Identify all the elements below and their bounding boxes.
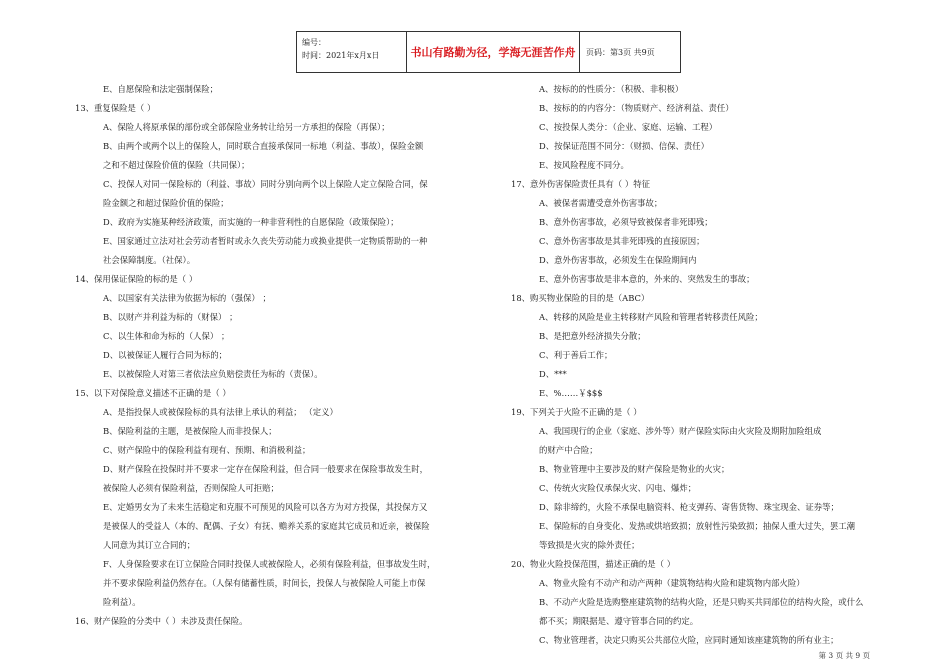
continuation-line: 之和不超过保险价值的保险（共同保）；	[103, 160, 250, 170]
option-line: A、我国现行的企业（家庭、涉外等）财产保险实际由火灾险及期附加险组成	[539, 426, 822, 436]
option-line: B、保险利益的主题，是被保险人而非投保人；	[103, 426, 277, 436]
option-line: C、财产保险中的保险利益有现有、预期、和消极利益；	[103, 445, 311, 455]
question-line: 14、保用保证保险的标的是（ ）	[75, 274, 198, 284]
option-line: E、定婚男女为了未来生活稳定和克服不可预见的风险可以各方为对方投保，其投保方又	[103, 502, 428, 512]
time-label: 时间：2021年x月x日	[302, 51, 380, 60]
option-line: E、%……￥$$$	[539, 388, 603, 398]
continuation-line: 是被保人的受益人（本的、配偶、子女）有抚、赡养关系的家庭其它成员和近亲，被保险	[103, 521, 430, 531]
option-line: C、意外伤害事故是其非死即残的直接原因；	[539, 236, 705, 246]
option-line: E、保险标的自身变化、发热或烘培致损；放射性污染致损；抽保人重大过失，罢工潮	[539, 521, 855, 531]
option-line: E、国家通过立法对社会劳动者暂时或永久丧失劳动能力或换业提供一定物质帮助的一种	[103, 236, 428, 246]
option-line: B、以财产并利益为标的（财保） ；	[103, 312, 238, 322]
option-line: C、以生体和命为标的（人保） ；	[103, 331, 230, 341]
option-line: B、意外伤害事故，必须导致被保者非死即残；	[539, 217, 713, 227]
question-line: 17、意外伤害保险责任具有（ ）特征	[511, 179, 650, 189]
option-line: A、转移的风险是业主转移财产风险和管理者转移责任风险；	[539, 312, 763, 322]
page-label: 页码：第3页 共9页	[586, 47, 655, 57]
option-line: D、按保证范围不同分：（财损、信保、责任）	[539, 141, 710, 151]
motto: 书山有路勤为径，学海无涯苦作舟	[407, 32, 580, 72]
option-line: D、以被保证人履行合同为标的；	[103, 350, 227, 360]
option-line: A、以国家有关法律为依据为标的（强保） ；	[103, 293, 271, 303]
continuation-line: 的财产中合险；	[539, 445, 598, 455]
option-line: C、利于善后工作；	[539, 350, 613, 360]
continuation-line: 险利益）。	[103, 597, 141, 607]
continuation-line: 险金额之和超过保险价值的保险；	[103, 198, 229, 208]
question-line: 13、重复保险是（ ）	[75, 103, 156, 113]
option-line: C、物业管理者，决定只购买公共部位火险，应同时通知该座建筑物的所有业主；	[539, 635, 839, 645]
question-line: 19、下列关于火险不正确的是（ ）	[511, 407, 642, 417]
continuation-line: 被保险人必须有保险利益，否则保险人可拒赔；	[103, 483, 279, 493]
option-line: A、是指投保人或被保险标的具有法律上承认的利益； （定义）	[103, 407, 338, 417]
option-line: E、按风险程度不同分。	[539, 160, 629, 170]
option-line: B、是把意外经济损失分散；	[539, 331, 646, 341]
option-line: B、按标的的内容分：（物质财产、经济利益、责任）	[539, 103, 734, 113]
page-footer: 第 3 页 共 9 页	[818, 651, 870, 660]
option-line: C、传统火灾险仅承保火灾、闪电、爆炸；	[539, 483, 697, 493]
left-column	[72, 80, 477, 631]
continuation-line: 都不买；期限据是、遵守管事合同的约定。	[539, 616, 699, 626]
question-line: 16、财产保险的分类中（ ）未涉及责任保险。	[75, 616, 248, 626]
continuation-line: 并不要求保险利益仍然存在。（人保有储蓄性质，时间长，投保人与被保险人可能上市保	[103, 578, 426, 588]
option-line: E、自愿保险和法定强制保险；	[103, 84, 218, 94]
option-line: A、保险人将原承保的部份或全部保险业务转让给另一方承担的保险（再保）；	[103, 122, 390, 132]
option-line: D、***	[539, 369, 567, 379]
option-line: D、财产保险在投保时并不要求一定存在保险利益，但合同一般要求在保险事故发生时，	[103, 464, 428, 474]
question-line: 20、物业火险投保范围，描述正确的是（ ）	[511, 559, 676, 569]
page-header	[296, 31, 681, 73]
question-line: 15、以下对保险意义描述不正确的是（ ）	[75, 388, 231, 398]
number-label: 编号：	[302, 38, 326, 47]
option-line: E、意外伤害事故是非本意的，外来的、突然发生的事故；	[539, 274, 755, 284]
option-line: B、物业管理中主要涉及的财产保险是物业的火灾；	[539, 464, 730, 474]
option-line: B、不动产火险是选购整座建筑物的结构火险，还是只购买共同部位的结构火险，或什么	[539, 597, 864, 607]
header-meta	[297, 32, 407, 72]
option-line: D、除非缔约，火险不承保电脑资料、枪支弹药、寄售货物、珠宝现金、证券等；	[539, 502, 839, 512]
option-line: A、被保者需遭受意外伤害事故；	[539, 198, 663, 208]
right-column	[508, 80, 880, 650]
option-line: D、政府为实施某种经济政策，而实施的一种非营利性的自愿保险（政策保险）；	[103, 217, 399, 227]
option-line: C、按投保人类分：（企业、家庭、运输、工程）	[539, 122, 718, 132]
option-line: C、投保人对同一保险标的（利益、事故）同时分别向两个以上保险人定立保险合同，保	[103, 179, 428, 189]
option-line: F、人身保险要求在订立保险合同时投保人或被保险人，必须有保险利益，但事故发生时，	[103, 559, 436, 569]
option-line: B、由两个或两个以上的保险人，同时联合直接承保同一标地（利益、事故），保险金额	[103, 141, 424, 151]
option-line: D、意外伤害事故，必须发生在保险期间内	[539, 255, 697, 265]
continuation-line: 等致损是火灾的除外责任；	[539, 540, 640, 550]
option-line: A、按标的的性质分：（积极、非积极）	[539, 84, 684, 94]
continuation-line: 人同意为其订立合同的；	[103, 540, 196, 550]
continuation-line: 社会保障制度。（社保）。	[103, 255, 196, 265]
option-line: E、以被保险人对第三者依法应负赔偿责任为标的（责保）。	[103, 369, 323, 379]
option-line: A、物业火险有不动产和动产两种（建筑物结构火险和建筑物内部火险）	[539, 578, 805, 588]
question-line: 18、购买物业保险的目的是（ABC）	[511, 293, 650, 303]
